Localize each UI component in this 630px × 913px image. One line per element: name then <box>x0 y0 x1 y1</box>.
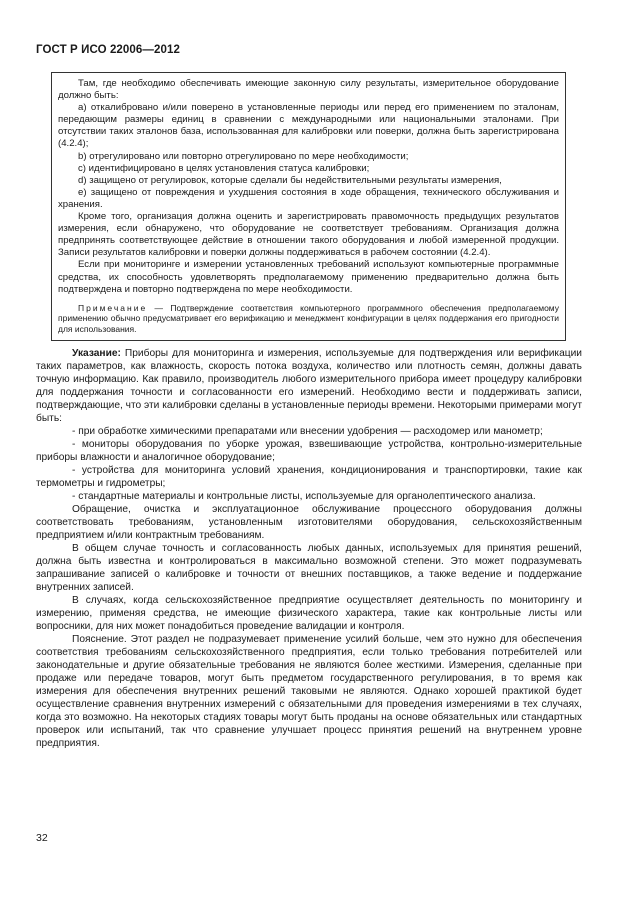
box-paragraph: a) откалибровано и/или поверено в установленные периоды или перед его применением по эталонам, передающим размеры единиц в сравнении с международными или национальными эталонами. При отсутствии таких эталонов база, использованная для калибровки или поверки, должна быть зарегистрирована (4.2.4); <box>58 102 559 150</box>
note-text: — Подтверждение соответствия компьютерного программного обеспечения предполагаемому применению обычно предусматривает его верификацию и менеджмент конфигурации в целях поддержания его пригодности для использования. <box>58 302 559 334</box>
box-paragraph: b) отрегулировано или повторно отрегулировано по мере необходимости; <box>78 150 409 162</box>
body-paragraph: Пояснение. Этот раздел не подразумевает применение усилий больше, чем это нужно для обеспечения соответствия требованиям сельскохозяйственного предприятия, если только требования потребителей или законодательные и другие обязательные требования не являются более жесткими. Измерения, сделанные при продаже или передаче товаров, могут быть предметом государственного регулирования, в то время как измерения для обеспечения внутренних решений таковыми не являются. Однако хорошей практикой будет осуществление сравнения внутренних измерений с обязательными для проведения измерениями в тех случаях, когда это возможно. На некоторых стадиях товары могут быть проданы на основе обязательных или стандартных проверок или испытаний, так что сравнение улучшает процесс принятия решений на внутреннем уровне предприятия. <box>36 633 582 749</box>
box-paragraph: d) защищено от регулировок, которые сделали бы недействительными результаты измерения, <box>78 174 502 186</box>
guidance-text: Приборы для мониторинга и измерения, используемые для подтверждения или верификации таких параметров, как влажность, скорость потока воздуха, количество или плотность семян, должны давать точную информацию. Как правило, производитель любого измерительного прибора имеет процедуру калибровки для поддержания точности и согласованности его измерений. Необходимо вести и поддерживать записи, подтверждающие, что эти калибровки сделаны в установленные периоды времени. Некоторыми примерами могут быть: <box>36 347 582 424</box>
box-paragraph: c) идентифицировано в целях установления статуса калибровки; <box>78 162 370 174</box>
list-item: - стандартные материалы и контрольные листы, используемые для органолептического анализа. <box>72 490 536 502</box>
list-item: - мониторы оборудования по уборке урожая, взвешивающие устройства, контрольно-измерительные приборы влажности и аналогичное оборудование; <box>36 438 582 463</box>
box-paragraph: e) защищено от повреждения и ухудшения состояния в ходе обращения, технического обслуживания и хранения. <box>58 186 559 210</box>
document-header: ГОСТ Р ИСО 22006—2012 <box>36 44 181 56</box>
guidance-paragraph <box>36 347 582 425</box>
body-paragraph: В случаях, когда сельскохозяйственное предприятие осуществляет деятельность по мониторингу и измерению, применяя средства, не имеющие физического характера, такие как контрольные листы или вопросники, для них может понадобиться проведение валидации и контроля. <box>36 594 582 632</box>
standard-text-box <box>51 72 566 341</box>
box-paragraph: Кроме того, организация должна оценить и зарегистрировать правомочность предыдущих результатов измерения, если обнаружено, что оборудование не соответствует требованиям. Организация должна предпринять соответствующее действие в отношении такого оборудования и любой измеренной продукции. Записи результатов калибровки и поверки должны поддерживаться в рабочем состоянии (4.2.4). <box>58 211 559 259</box>
body-paragraph: В общем случае точность и согласованность любых данных, используемых для принятия решений, должна быть известна и контролироваться в максимально возможной степени. Это может подразумевать запрашивание записей о калибровке и точности от внешних поставщиков, а также ведение и поддержание внутренних записей. <box>36 542 582 593</box>
box-paragraph: Если при мониторинге и измерении установленных требований используют компьютерные программные средства, их способность удовлетворять предполагаемому применению предварительно должна быть подтверждена и повторно подтверждена по мере необходимости. <box>58 259 559 295</box>
page-number: 32 <box>36 832 48 844</box>
box-paragraph: Там, где необходимо обеспечивать имеющие законную силу результаты, измерительное оборудование должно быть: <box>58 78 559 102</box>
guidance-label: Указание: <box>72 347 121 359</box>
main-text <box>36 347 582 750</box>
body-paragraph: Обращение, очистка и эксплуатационное обслуживание процессного оборудования должны соответствовать требованиям, установленным изготовителями оборудования, сельскохозяйственным предприятием и/или контрактным требованиям. <box>36 503 582 541</box>
list-item: - при обработке химическими препаратами или внесении удобрения — расходомер или манометр; <box>72 425 543 437</box>
box-note <box>58 303 559 334</box>
page-content <box>36 72 582 750</box>
list-item: - устройства для мониторинга условий хранения, кондиционирования и транспортировки, такие как термометры и гидрометры; <box>36 464 582 489</box>
note-label: Примечание <box>78 302 148 313</box>
